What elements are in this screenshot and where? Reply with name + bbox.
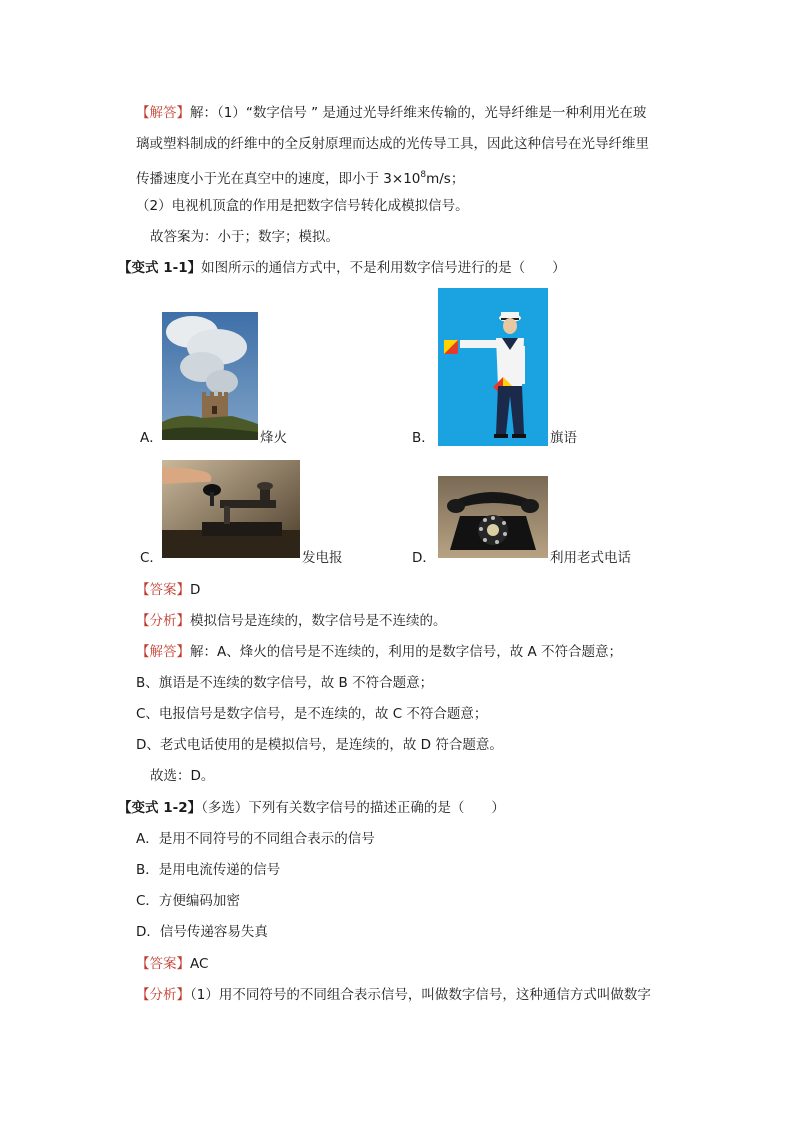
question-tag: 【变式 1-1】 [118,260,202,276]
solution-line-2: 璃或塑料制成的纤维中的全反射原理而达成的光传导工具，因此这种信号在光导纤维里 [136,136,649,152]
telegraph-image [162,460,300,558]
option-d-letter: D． [412,550,436,566]
q1-solution-3: C、电报信号是数字信号，是不连续的，故 C 不符合题意； [136,706,488,722]
solution-line-4: （2）电视机顶盒的作用是把数字信号转化成模拟信号。 [136,198,469,214]
q2-option-c: C．方便编码加密 [136,893,240,909]
option-b-letter: B． [412,430,435,446]
solution-tag: 【解答】 [136,105,190,121]
question-1-1-stem: 【变式 1-1】如图所示的通信方式中，不是利用数字信号进行的是（ ） [118,260,566,276]
option-a-letter: A． [140,430,163,446]
q1-solution-2: B、旗语是不连续的数字信号，故 B 不符合题意； [136,675,434,691]
q2-analysis: 【分析】（1）用不同符号的不同组合表示信号，叫做数字信号，这种通信方式叫做数字 [136,987,651,1003]
q1-solution-4: D、老式电话使用的是模拟信号，是连续的，故 D 符合题意。 [136,737,503,753]
question-1-2-stem: 【变式 1-2】（多选）下列有关数字信号的描述正确的是（ ） [118,800,505,816]
q2-option-b: B．是用电流传递的信号 [136,862,281,878]
option-c-caption: 发电报 [302,550,343,566]
q2-option-a: A．是用不同符号的不同组合表示的信号 [136,831,375,847]
option-d-caption: 利用老式电话 [550,550,631,566]
option-b-caption: 旗语 [550,430,577,446]
q2-answer: 【答案】AC [136,956,209,972]
answer-line: 故答案为：小于；数字；模拟。 [150,229,339,245]
q1-solution-1: 【解答】解：A、烽火的信号是不连续的，利用的是数字信号，故 A 不符合题意； [136,644,623,660]
option-c-letter: C． [140,550,163,566]
q1-choose: 故选：D。 [150,768,215,784]
rotary-phone-image [438,476,548,558]
q1-answer: 【答案】D [136,582,201,598]
beacon-fire-image [162,312,258,440]
q2-option-d: D．信号传递容易失真 [136,924,268,940]
option-a-caption: 烽火 [260,430,287,446]
solution-line-1: 【解答】解：（1）“数字信号 ” 是通过光导纤维来传输的，光导纤维是一种利用光在玻 [136,105,647,121]
semaphore-image [438,288,548,446]
q1-analysis: 【分析】模拟信号是连续的，数字信号是不连续的。 [136,613,447,629]
solution-line-3: 传播速度小于光在真空中的速度，即小于 $3\times 10^8m/s$； [136,170,465,187]
